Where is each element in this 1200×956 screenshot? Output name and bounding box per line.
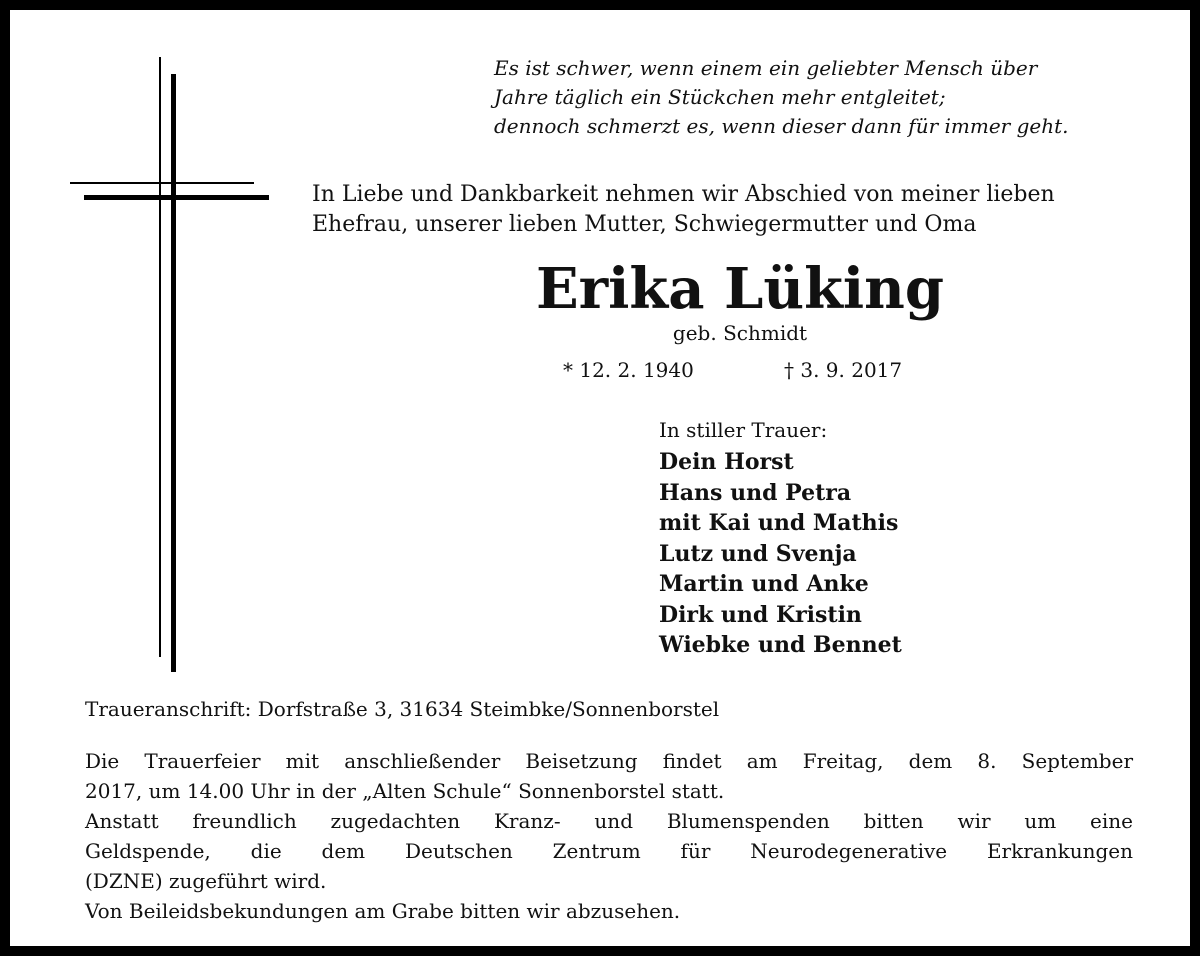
mourner-name: Dein Horst <box>659 449 794 475</box>
farewell-intro <box>312 180 1162 240</box>
mourning-label: In stiller Trauer: <box>659 418 828 442</box>
mourner-name: Hans und Petra <box>659 479 852 506</box>
ceremony-line: 2017, um 14.00 Uhr in der „Alten Schule“ Sonnenborstel statt. <box>85 779 725 803</box>
deceased-name: Erika Lüking <box>535 256 945 322</box>
cross-vertical-thin-line <box>159 57 161 657</box>
quote-line: dennoch schmerzt es, wenn dieser dann für immer geht. <box>494 114 1069 138</box>
mourner-name: mit Kai und Mathis <box>659 510 899 536</box>
mourning-address: Traueranschrift: Dorfstraße 3, 31634 Steimbke/Sonnenborstel <box>85 697 720 721</box>
quote-line: Es ist schwer, wenn einem ein geliebter Mensch über <box>494 56 1038 80</box>
donation-line: (DZNE) zugeführt wird. <box>85 869 327 893</box>
funeral-details <box>85 746 1133 926</box>
cross-icon <box>10 10 310 710</box>
mourner-name: Dirk und Kristin <box>659 601 862 628</box>
cross-vertical-thick-line <box>171 74 176 672</box>
condolence-request: Von Beileidsbekundungen am Grabe bitten wir abzusehen. <box>85 899 681 923</box>
intro-line: In Liebe und Dankbarkeit nehmen wir Abschied von meiner lieben <box>312 182 1055 207</box>
memorial-quote <box>494 54 1174 141</box>
mourner-name: Lutz und Svenja <box>659 540 857 567</box>
mourner-name: Wiebke und Bennet <box>659 632 902 658</box>
cross-horizontal-thick-line <box>84 195 269 200</box>
donation-line: Anstatt freundlich zugedachten Kranz- und Blumenspenden bitten wir um eine <box>85 809 1133 833</box>
donation-line: Geldspende, die dem Deutschen Zentrum für Neurodegenerative Erkrankungen <box>85 839 1133 863</box>
quote-line: Jahre täglich ein Stückchen mehr entgleitet; <box>494 85 946 109</box>
birth-date: * 12. 2. 1940 <box>563 358 694 382</box>
death-date: † 3. 9. 2017 <box>784 358 903 382</box>
cross-horizontal-thin-line <box>70 182 254 184</box>
birth-name: geb. Schmidt <box>672 321 808 345</box>
intro-line: Ehefrau, unserer lieben Mutter, Schwiegermutter und Oma <box>312 212 977 237</box>
mourners-list <box>659 447 1019 661</box>
ceremony-line: Die Trauerfeier mit anschließender Beisetzung findet am Freitag, dem 8. September <box>85 749 1133 773</box>
mourner-name: Martin und Anke <box>659 571 869 597</box>
